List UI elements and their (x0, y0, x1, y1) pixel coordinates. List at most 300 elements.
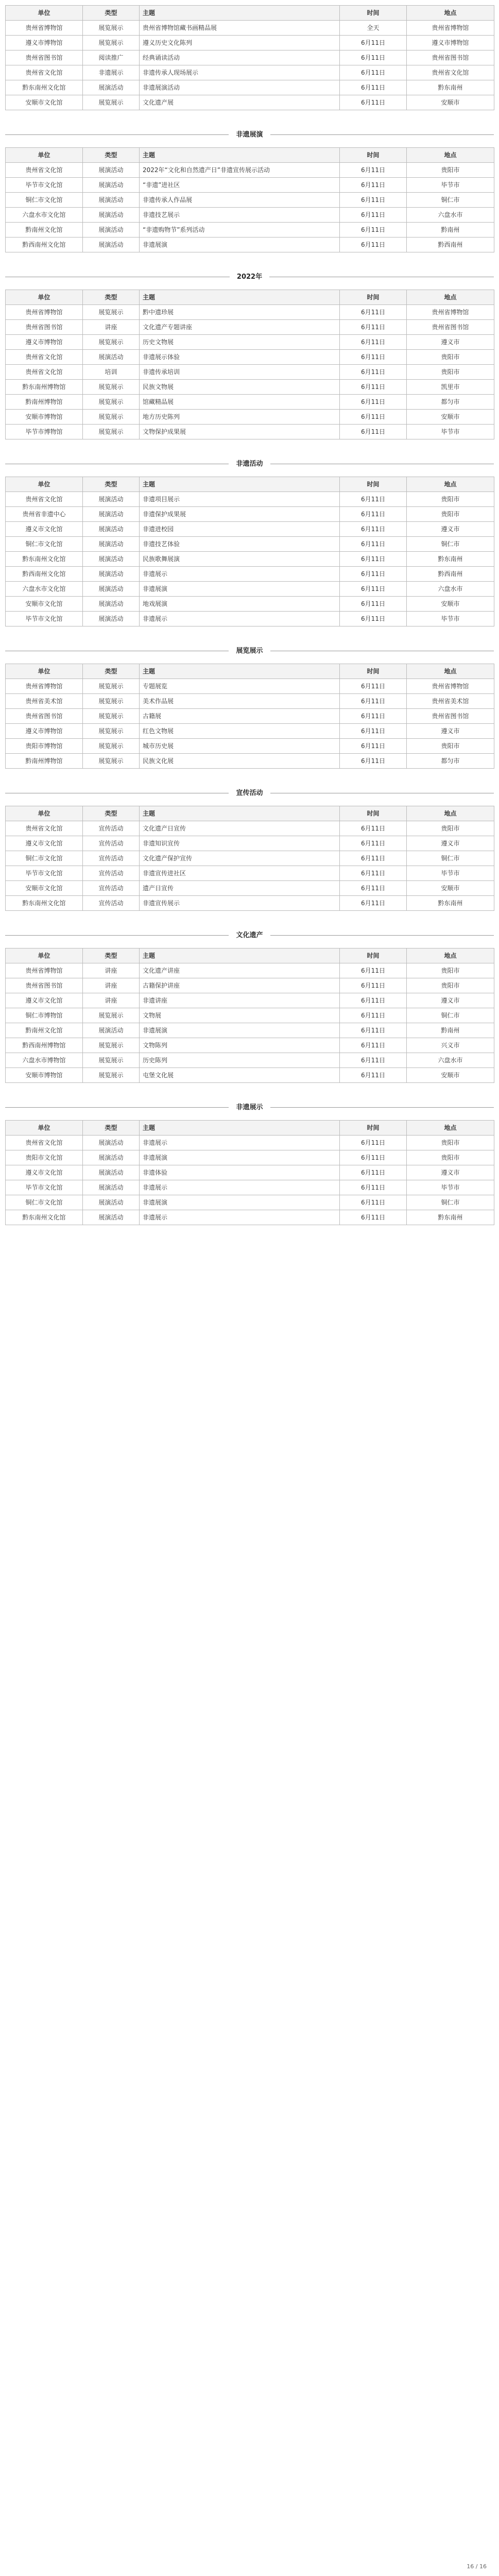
column-header: 单位 (6, 148, 83, 163)
type-cell: 展演活动 (83, 597, 140, 612)
time-cell: 6月11日 (340, 80, 407, 95)
topic-cell: 非遗宣传进社区 (140, 866, 340, 881)
type-cell: 展演活动 (83, 492, 140, 507)
time-cell: 6月11日 (340, 335, 407, 350)
place-cell: 贵阳市 (407, 963, 494, 978)
schedule-table (5, 5, 494, 110)
time-cell: 6月11日 (340, 552, 407, 567)
type-cell: 展览展示 (83, 380, 140, 395)
type-cell: 展演活动 (83, 238, 140, 252)
place-cell: 安顺市 (407, 597, 494, 612)
unit-cell: 贵州省文化馆 (6, 492, 83, 507)
place-cell: 黔东南州 (407, 80, 494, 95)
unit-cell: 贵州省博物馆 (6, 21, 83, 36)
table-row (6, 679, 494, 694)
column-header: 地点 (407, 477, 494, 492)
time-cell: 6月11日 (340, 238, 407, 252)
table-header-row (6, 290, 494, 305)
topic-cell: 非遗展演 (140, 1150, 340, 1165)
time-cell: 6月11日 (340, 305, 407, 320)
column-header: 主题 (140, 948, 340, 963)
time-cell: 6月11日 (340, 978, 407, 993)
table-row (6, 754, 494, 769)
topic-cell: 文化遗产专题讲座 (140, 320, 340, 335)
place-cell: 遵义市 (407, 1165, 494, 1180)
schedule-section (5, 477, 494, 626)
type-cell: 展演活动 (83, 80, 140, 95)
place-cell: 铜仁市 (407, 193, 494, 208)
schedule-table (5, 1120, 494, 1225)
unit-cell: 毕节市文化馆 (6, 1180, 83, 1195)
type-cell: 展演活动 (83, 1210, 140, 1225)
time-cell: 6月11日 (340, 709, 407, 724)
topic-cell: 红色文物展 (140, 724, 340, 739)
type-cell: 展演活动 (83, 1023, 140, 1038)
table-row (6, 305, 494, 320)
type-cell: 展演活动 (83, 612, 140, 626)
unit-cell: 贵州省文化馆 (6, 365, 83, 380)
unit-cell: 贵州省文化馆 (6, 350, 83, 365)
unit-cell: 安顺市博物馆 (6, 410, 83, 425)
unit-cell: 黔东南州文化馆 (6, 1210, 83, 1225)
time-cell: 6月11日 (340, 694, 407, 709)
place-cell: 遵义市 (407, 335, 494, 350)
table-row (6, 1008, 494, 1023)
place-cell: 贵州省博物馆 (407, 679, 494, 694)
type-cell: 展览展示 (83, 395, 140, 410)
table-header-row (6, 664, 494, 679)
table-header-row (6, 948, 494, 963)
column-header: 时间 (340, 1121, 407, 1136)
table-row (6, 395, 494, 410)
table-row (6, 238, 494, 252)
place-cell: 安顺市 (407, 1068, 494, 1083)
schedule-table (5, 664, 494, 769)
topic-cell: 非遗展演 (140, 582, 340, 597)
table-row (6, 612, 494, 626)
table-row (6, 881, 494, 896)
type-cell: 展演活动 (83, 1150, 140, 1165)
time-cell: 6月11日 (340, 537, 407, 552)
schedule-table (5, 290, 494, 439)
time-cell: 6月11日 (340, 821, 407, 836)
place-cell: 贵阳市 (407, 1136, 494, 1150)
unit-cell: 六盘水市文化馆 (6, 208, 83, 223)
table-row (6, 1180, 494, 1195)
time-cell: 6月11日 (340, 65, 407, 80)
type-cell: 展览展示 (83, 739, 140, 754)
column-header: 地点 (407, 6, 494, 21)
schedule-section (5, 948, 494, 1083)
column-header: 时间 (340, 806, 407, 821)
type-cell: 宣传活动 (83, 851, 140, 866)
time-cell: 6月11日 (340, 567, 407, 582)
unit-cell: 贵州省图书馆 (6, 978, 83, 993)
place-cell: 贵阳市 (407, 350, 494, 365)
place-cell: 黔东南州 (407, 1210, 494, 1225)
column-header: 主题 (140, 148, 340, 163)
unit-cell: 黔南州博物馆 (6, 754, 83, 769)
topic-cell: 地方历史陈列 (140, 410, 340, 425)
time-cell: 6月11日 (340, 507, 407, 522)
topic-cell: 城市历史展 (140, 739, 340, 754)
place-cell: 遵义市 (407, 993, 494, 1008)
topic-cell: 非遗体验 (140, 1165, 340, 1180)
type-cell: 展演活动 (83, 522, 140, 537)
place-cell: 都匀市 (407, 395, 494, 410)
place-cell: 遵义市 (407, 724, 494, 739)
type-cell: 展览展示 (83, 679, 140, 694)
type-cell: 展演活动 (83, 507, 140, 522)
topic-cell: 非遗项目展示 (140, 492, 340, 507)
unit-cell: 黔西南州文化馆 (6, 567, 83, 582)
table-row (6, 320, 494, 335)
table-row (6, 50, 494, 65)
unit-cell: 黔南州文化馆 (6, 1023, 83, 1038)
time-cell: 6月11日 (340, 95, 407, 110)
time-cell: 6月11日 (340, 425, 407, 439)
type-cell: 展览展示 (83, 425, 140, 439)
table-row (6, 178, 494, 193)
type-cell: 宣传活动 (83, 836, 140, 851)
topic-cell: 经典诵读活动 (140, 50, 340, 65)
unit-cell: 贵州省图书馆 (6, 709, 83, 724)
time-cell: 6月11日 (340, 612, 407, 626)
topic-cell: 非遗展演 (140, 238, 340, 252)
type-cell: 展演活动 (83, 537, 140, 552)
schedule-section (5, 147, 494, 252)
unit-cell: 黔东南州文化馆 (6, 552, 83, 567)
topic-cell: 历史文物展 (140, 335, 340, 350)
place-cell: 六盘水市 (407, 582, 494, 597)
unit-cell: 遵义市博物馆 (6, 335, 83, 350)
topic-cell: 非遗展示 (140, 567, 340, 582)
unit-cell: 铜仁市文化馆 (6, 193, 83, 208)
topic-cell: 非遗展示 (140, 1180, 340, 1195)
topic-cell: 非遗宣传展示 (140, 896, 340, 911)
unit-cell: 遵义市文化馆 (6, 522, 83, 537)
topic-cell: 遵义历史文化陈列 (140, 36, 340, 50)
schedule-section (5, 1120, 494, 1225)
time-cell: 6月11日 (340, 754, 407, 769)
column-header: 类型 (83, 6, 140, 21)
section-divider (5, 1101, 494, 1114)
table-row (6, 335, 494, 350)
unit-cell: 贵阳市文化馆 (6, 1150, 83, 1165)
place-cell: 兴义市 (407, 1038, 494, 1053)
table-row (6, 80, 494, 95)
type-cell: 阅读推广 (83, 50, 140, 65)
unit-cell: 遵义市文化馆 (6, 1165, 83, 1180)
unit-cell: 六盘水市文化馆 (6, 582, 83, 597)
topic-cell: 非遗知识宣传 (140, 836, 340, 851)
section-divider (5, 929, 494, 942)
time-cell: 6月11日 (340, 836, 407, 851)
place-cell: 贵阳市 (407, 739, 494, 754)
column-header: 类型 (83, 148, 140, 163)
time-cell: 6月11日 (340, 410, 407, 425)
table-row (6, 724, 494, 739)
place-cell: 都匀市 (407, 754, 494, 769)
time-cell: 6月11日 (340, 739, 407, 754)
schedule-section (5, 290, 494, 439)
column-header: 单位 (6, 6, 83, 21)
unit-cell: 毕节市文化馆 (6, 612, 83, 626)
time-cell: 6月11日 (340, 1195, 407, 1210)
time-cell: 6月11日 (340, 492, 407, 507)
type-cell: 展演活动 (83, 178, 140, 193)
table-row (6, 739, 494, 754)
table-row (6, 963, 494, 978)
time-cell: 6月11日 (340, 223, 407, 238)
unit-cell: 安顺市文化馆 (6, 95, 83, 110)
place-cell: 遵义市 (407, 522, 494, 537)
table-row (6, 1150, 494, 1165)
column-header: 主题 (140, 664, 340, 679)
unit-cell: 黔东南州文化馆 (6, 80, 83, 95)
place-cell: 六盘水市 (407, 208, 494, 223)
place-cell: 贵阳市 (407, 1150, 494, 1165)
schedule-table (5, 147, 494, 252)
time-cell: 6月11日 (340, 1210, 407, 1225)
topic-cell: 文化遗产讲座 (140, 963, 340, 978)
unit-cell: 黔东南州文化馆 (6, 896, 83, 911)
type-cell: 展演活动 (83, 193, 140, 208)
type-cell: 展览展示 (83, 1068, 140, 1083)
place-cell: 遵义市 (407, 836, 494, 851)
table-row (6, 36, 494, 50)
type-cell: 展演活动 (83, 350, 140, 365)
topic-cell: 非遗展示体验 (140, 350, 340, 365)
time-cell: 6月11日 (340, 1023, 407, 1038)
unit-cell: 贵州省博物馆 (6, 679, 83, 694)
topic-cell: 非遗展演活动 (140, 80, 340, 95)
unit-cell: 遵义市文化馆 (6, 993, 83, 1008)
table-row (6, 163, 494, 178)
time-cell: 6月11日 (340, 963, 407, 978)
unit-cell: 贵州省文化馆 (6, 163, 83, 178)
type-cell: 展演活动 (83, 1136, 140, 1150)
unit-cell: 黔南州博物馆 (6, 395, 83, 410)
type-cell: 讲座 (83, 320, 140, 335)
column-header: 类型 (83, 948, 140, 963)
time-cell: 6月11日 (340, 896, 407, 911)
section-title: 非遗活动 (229, 458, 270, 470)
topic-cell: 文化遗产展 (140, 95, 340, 110)
topic-cell: 非遗技艺体验 (140, 537, 340, 552)
topic-cell: 非遗展示 (140, 1210, 340, 1225)
section-title: 2022年 (230, 271, 269, 283)
table-row (6, 1165, 494, 1180)
time-cell: 6月11日 (340, 163, 407, 178)
section-divider (5, 271, 494, 283)
table-row (6, 582, 494, 597)
column-header: 类型 (83, 290, 140, 305)
time-cell: 6月11日 (340, 724, 407, 739)
schedule-table (5, 806, 494, 911)
table-row (6, 1068, 494, 1083)
type-cell: 展演活动 (83, 567, 140, 582)
topic-cell: 文物展 (140, 1008, 340, 1023)
place-cell: 贵州省图书馆 (407, 709, 494, 724)
column-header: 时间 (340, 948, 407, 963)
topic-cell: 非遗技艺展示 (140, 208, 340, 223)
place-cell: 毕节市 (407, 425, 494, 439)
table-row (6, 522, 494, 537)
column-header: 单位 (6, 948, 83, 963)
column-header: 类型 (83, 477, 140, 492)
type-cell: 展演活动 (83, 1180, 140, 1195)
schedule-table (5, 948, 494, 1083)
type-cell: 展览展示 (83, 724, 140, 739)
time-cell: 6月11日 (340, 193, 407, 208)
time-cell: 6月11日 (340, 851, 407, 866)
place-cell: 安顺市 (407, 410, 494, 425)
type-cell: 培训 (83, 365, 140, 380)
place-cell: 铜仁市 (407, 1195, 494, 1210)
column-header: 类型 (83, 1121, 140, 1136)
section-title: 宣传活动 (229, 787, 270, 800)
time-cell: 6月11日 (340, 1053, 407, 1068)
unit-cell: 安顺市文化馆 (6, 597, 83, 612)
time-cell: 6月11日 (340, 50, 407, 65)
topic-cell: 贵州省博物馆藏书画精品展 (140, 21, 340, 36)
section-title: 文化遗产 (229, 929, 270, 942)
column-header: 地点 (407, 948, 494, 963)
unit-cell: 遵义市文化馆 (6, 836, 83, 851)
type-cell: 讲座 (83, 993, 140, 1008)
place-cell: 贵州省文化馆 (407, 65, 494, 80)
place-cell: 遵义市博物馆 (407, 36, 494, 50)
unit-cell: 安顺市博物馆 (6, 1068, 83, 1083)
type-cell: 宣传活动 (83, 896, 140, 911)
unit-cell: 六盘水市博物馆 (6, 1053, 83, 1068)
place-cell: 铜仁市 (407, 537, 494, 552)
table-row (6, 65, 494, 80)
type-cell: 展演活动 (83, 582, 140, 597)
time-cell: 6月11日 (340, 522, 407, 537)
section-title: 非遗展演 (229, 129, 270, 141)
type-cell: 展览展示 (83, 754, 140, 769)
column-header: 主题 (140, 806, 340, 821)
table-row (6, 95, 494, 110)
table-header-row (6, 1121, 494, 1136)
topic-cell: 古籍保护讲座 (140, 978, 340, 993)
place-cell: 毕节市 (407, 1180, 494, 1195)
topic-cell: 文物陈列 (140, 1038, 340, 1053)
topic-cell: 民族歌舞展演 (140, 552, 340, 567)
topic-cell: 2022年“文化和自然遗产日”非遗宣传展示活动 (140, 163, 340, 178)
place-cell: 贵阳市 (407, 507, 494, 522)
type-cell: 宣传活动 (83, 866, 140, 881)
table-row (6, 350, 494, 365)
type-cell: 展览展示 (83, 1053, 140, 1068)
unit-cell: 铜仁市文化馆 (6, 537, 83, 552)
place-cell: 凯里市 (407, 380, 494, 395)
unit-cell: 铜仁市文化馆 (6, 851, 83, 866)
topic-cell: 非遗展示 (140, 1136, 340, 1150)
unit-cell: 贵州省美术馆 (6, 694, 83, 709)
column-header: 地点 (407, 148, 494, 163)
place-cell: 安顺市 (407, 881, 494, 896)
topic-cell: 非遗展演 (140, 1195, 340, 1210)
topic-cell: 非遗进校园 (140, 522, 340, 537)
place-cell: 黔东南州 (407, 552, 494, 567)
table-row (6, 597, 494, 612)
topic-cell: 黔中遗珍展 (140, 305, 340, 320)
place-cell: 黔西南州 (407, 567, 494, 582)
time-cell: 6月11日 (340, 365, 407, 380)
type-cell: 讲座 (83, 978, 140, 993)
schedule-table (5, 477, 494, 626)
topic-cell: 古籍展 (140, 709, 340, 724)
table-row (6, 380, 494, 395)
table-row (6, 1038, 494, 1053)
unit-cell: 毕节市文化馆 (6, 866, 83, 881)
type-cell: 展演活动 (83, 552, 140, 567)
table-header-row (6, 477, 494, 492)
table-row (6, 851, 494, 866)
table-row (6, 365, 494, 380)
unit-cell: 黔西南州博物馆 (6, 1038, 83, 1053)
time-cell: 6月11日 (340, 320, 407, 335)
topic-cell: 非遗保护成果展 (140, 507, 340, 522)
unit-cell: 铜仁市文化馆 (6, 1195, 83, 1210)
place-cell: 黔南州 (407, 223, 494, 238)
time-cell: 6月11日 (340, 1165, 407, 1180)
table-row (6, 896, 494, 911)
time-cell: 6月11日 (340, 597, 407, 612)
topic-cell: 文物保护成果展 (140, 425, 340, 439)
type-cell: 讲座 (83, 963, 140, 978)
schedule-section (5, 806, 494, 911)
type-cell: 展览展示 (83, 335, 140, 350)
table-row (6, 552, 494, 567)
column-header: 地点 (407, 1121, 494, 1136)
topic-cell: 非遗讲座 (140, 993, 340, 1008)
column-header: 单位 (6, 806, 83, 821)
place-cell: 贵阳市 (407, 163, 494, 178)
column-header: 主题 (140, 477, 340, 492)
type-cell: 展览展示 (83, 95, 140, 110)
unit-cell: 贵州省文化馆 (6, 65, 83, 80)
table-row (6, 709, 494, 724)
table-row (6, 993, 494, 1008)
time-cell: 6月11日 (340, 395, 407, 410)
topic-cell: 馆藏精品展 (140, 395, 340, 410)
column-header: 主题 (140, 290, 340, 305)
topic-cell: 遗产日宣传 (140, 881, 340, 896)
time-cell: 6月11日 (340, 380, 407, 395)
time-cell: 6月11日 (340, 1136, 407, 1150)
column-header: 时间 (340, 148, 407, 163)
table-row (6, 410, 494, 425)
unit-cell: 黔南州文化馆 (6, 223, 83, 238)
time-cell: 6月11日 (340, 866, 407, 881)
time-cell: 6月11日 (340, 1180, 407, 1195)
time-cell: 6月11日 (340, 1150, 407, 1165)
table-row (6, 208, 494, 223)
table-row (6, 1136, 494, 1150)
type-cell: 展览展示 (83, 410, 140, 425)
unit-cell: 贵州省博物馆 (6, 305, 83, 320)
unit-cell: 遵义市博物馆 (6, 724, 83, 739)
place-cell: 贵州省图书馆 (407, 320, 494, 335)
section-title: 非遗展示 (229, 1101, 270, 1114)
time-cell: 6月11日 (340, 881, 407, 896)
schedule-section (5, 5, 494, 110)
table-row (6, 425, 494, 439)
